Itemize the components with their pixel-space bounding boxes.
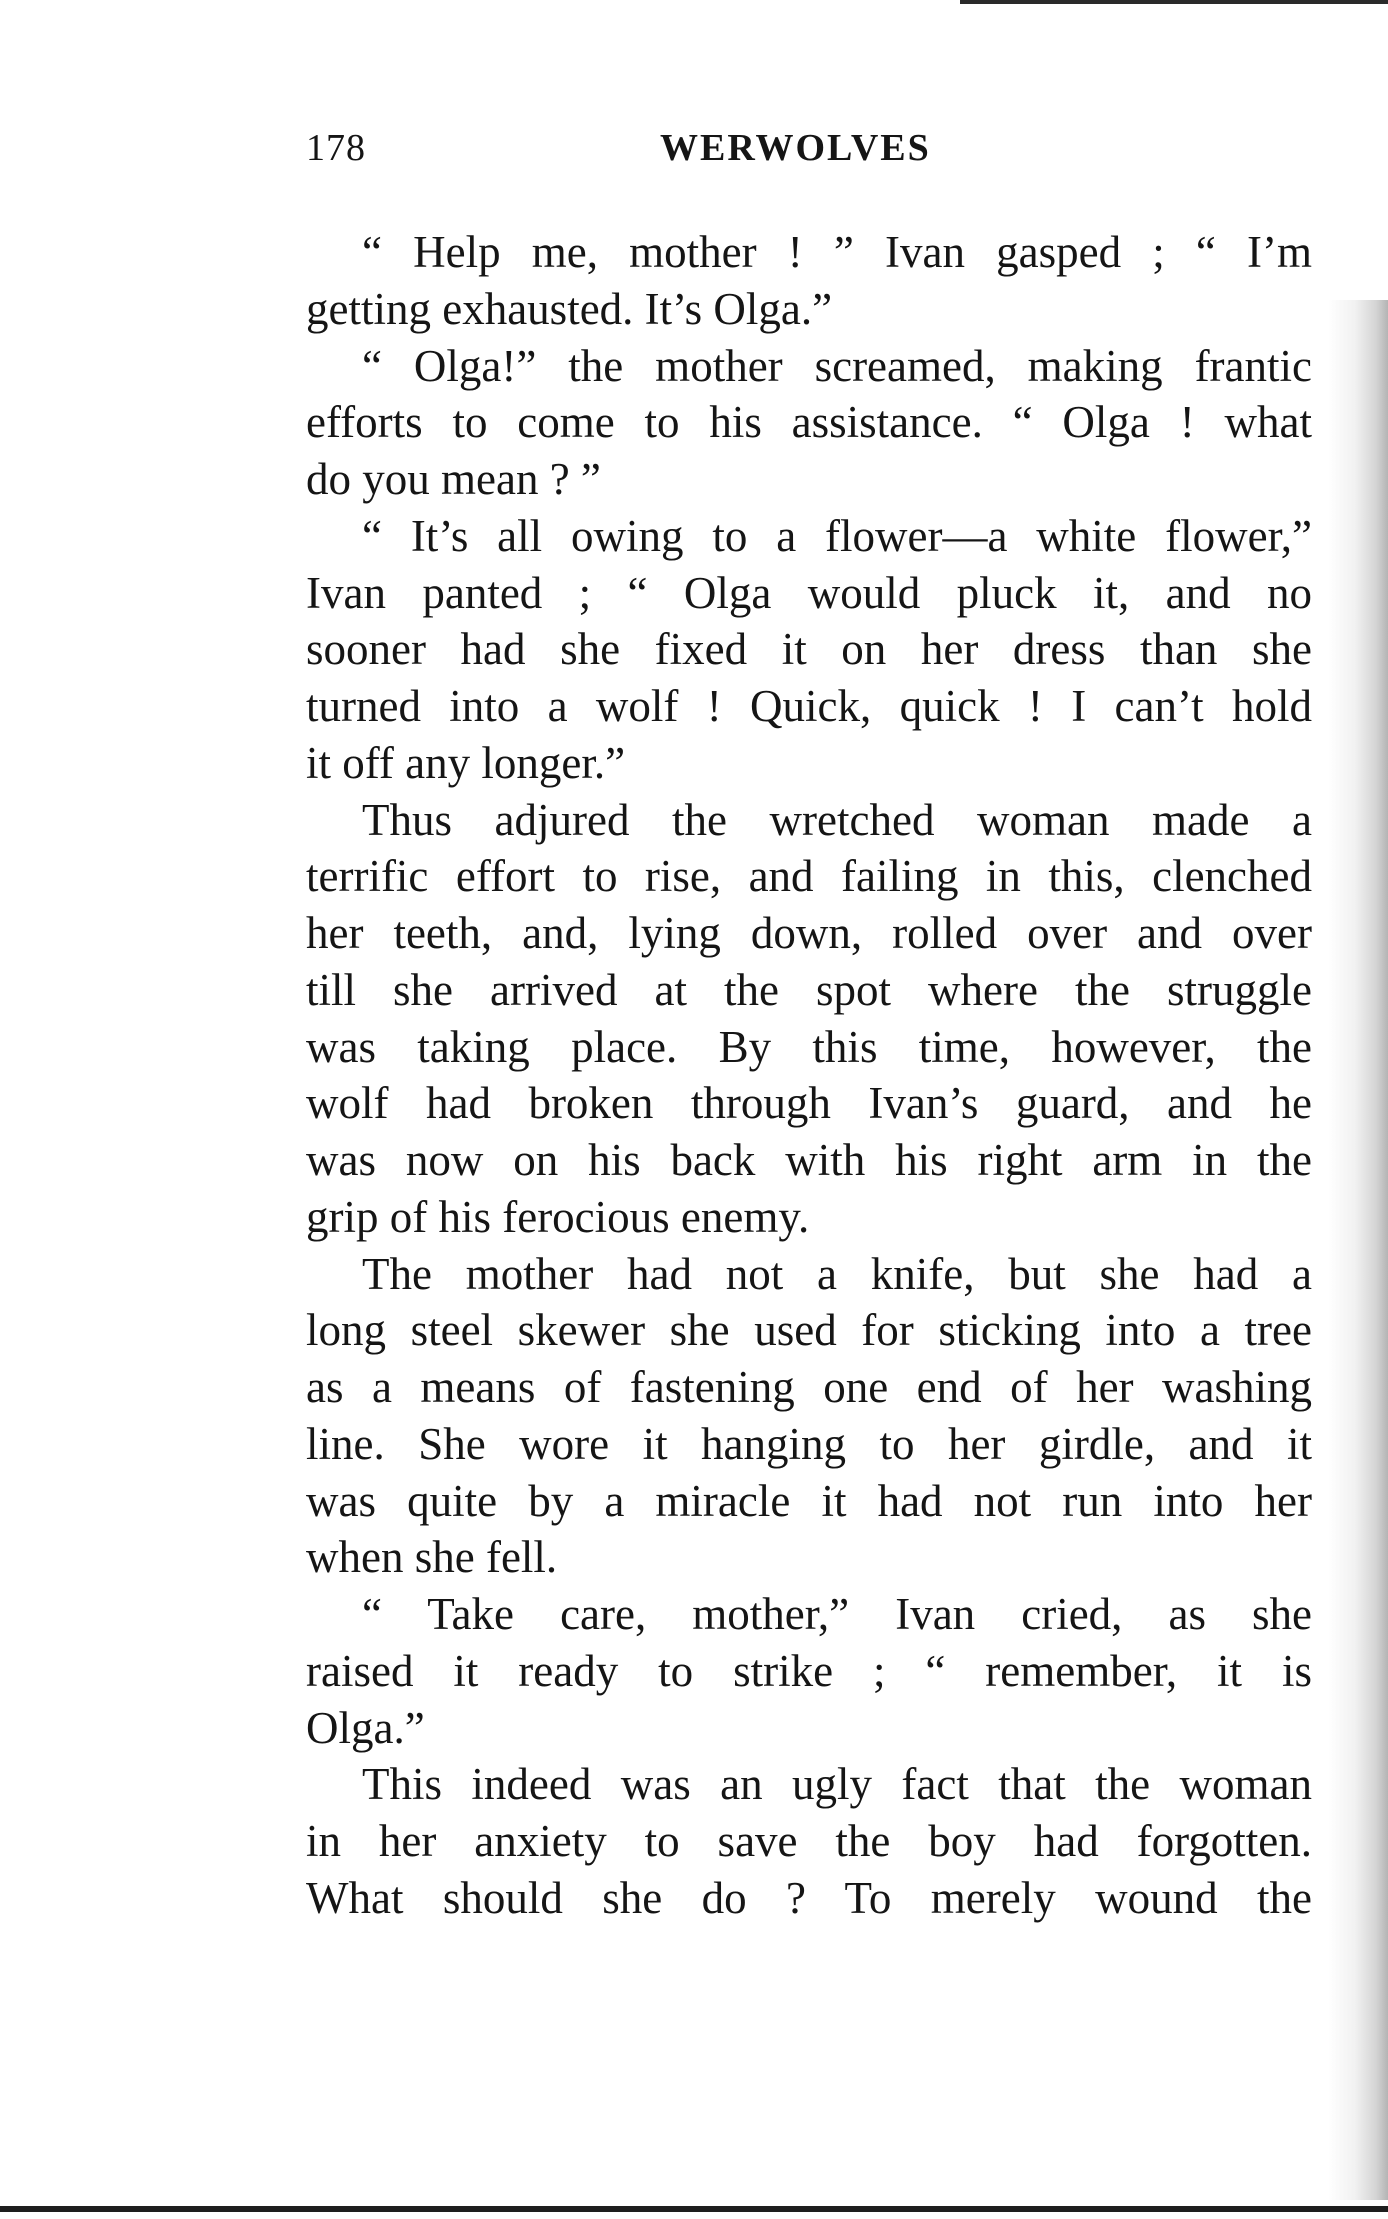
page-number: 178: [306, 127, 366, 169]
text-line: line. She wore it hanging to her girdle, and it: [306, 1418, 1312, 1469]
text-line: The mother had not a knife, but she had a: [362, 1248, 1312, 1299]
text-line: do you mean ? ”: [306, 454, 601, 504]
text-line: was taking place. By this time, however, the: [306, 1021, 1312, 1072]
text-line: terrific effort to rise, and failing in this, clenched: [306, 851, 1312, 902]
text-line: “ Take care, mother,” Ivan cried, as she: [362, 1589, 1312, 1639]
text-line: till she arrived at the spot where the struggle: [306, 964, 1312, 1015]
text-line: it off any longer.”: [306, 737, 626, 788]
running-title: WERWOLVES: [660, 127, 931, 169]
text-line: when she fell.: [306, 1532, 558, 1583]
text-line: was quite by a miracle it had not run into her: [306, 1475, 1312, 1526]
text-line: grip of his ferocious enemy.: [306, 1191, 810, 1242]
page-edge-shadow: [1328, 300, 1388, 2200]
text-line: her teeth, and, lying down, rolled over and over: [306, 908, 1312, 958]
text-line: wolf had broken through Ivan’s guard, and he: [306, 1078, 1312, 1129]
text-line: raised it ready to strike ; “ remember, it is: [306, 1645, 1312, 1696]
text-line: Thus adjured the wretched woman made a: [362, 794, 1312, 845]
text-line: was now on his back with his right arm in the: [306, 1135, 1312, 1185]
text-line: sooner had she fixed it on her dress than she: [306, 624, 1312, 675]
text-line: “ Olga!” the mother screamed, making frantic: [362, 340, 1312, 391]
top-edge-rule: [960, 0, 1388, 4]
text-line: in her anxiety to save the boy had forgotten.: [306, 1816, 1312, 1866]
text-line: Olga.”: [306, 1702, 425, 1753]
text-line: Ivan panted ; “ Olga would pluck it, and no: [306, 567, 1312, 618]
text-line: efforts to come to his assistance. “ Olga ! what: [306, 397, 1312, 448]
running-header: [306, 126, 976, 182]
bottom-edge-rule: [0, 2206, 1388, 2212]
text-line: turned into a wolf ! Quick, quick ! I can’t hold: [306, 681, 1312, 731]
text-line: “ Help me, mother ! ” Ivan gasped ; “ I’m: [362, 227, 1312, 277]
text-line: as a means of fastening one end of her washing: [306, 1362, 1312, 1412]
text-line: getting exhausted. It’s Olga.”: [306, 283, 833, 334]
text-line: long steel skewer she used for sticking into a tree: [306, 1305, 1312, 1356]
text-line: This indeed was an ugly fact that the woman: [362, 1759, 1312, 1810]
body-text: [306, 224, 1312, 1927]
text-line: What should she do ? To merely wound the: [306, 1872, 1312, 1923]
text-line: “ It’s all owing to a flower—a white flower,”: [362, 510, 1312, 561]
